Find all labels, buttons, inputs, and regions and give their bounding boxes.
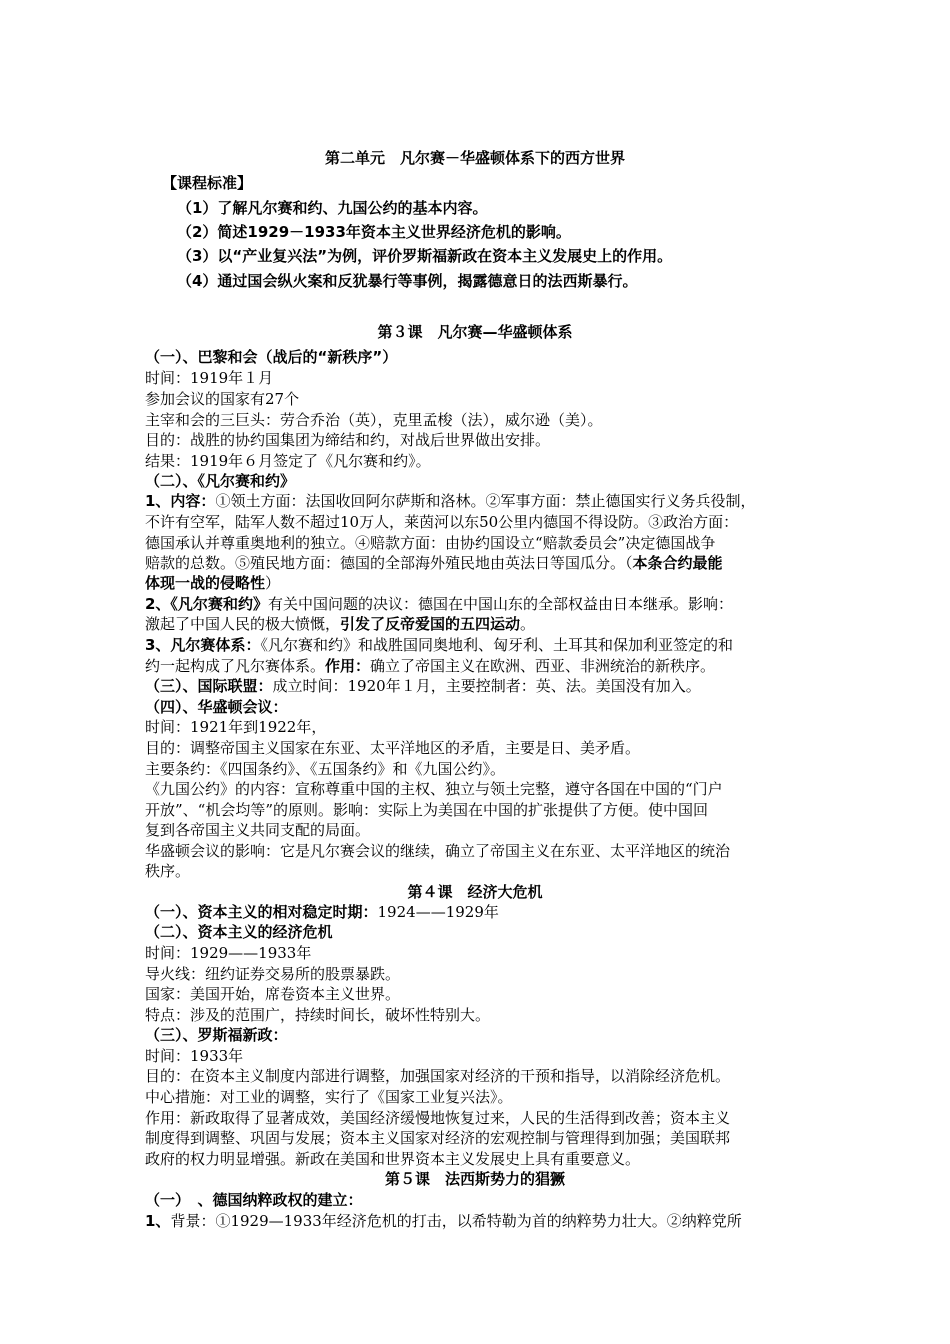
text-line: 导火线：纽约证券交易所的股票暴跌。 bbox=[145, 965, 401, 983]
lesson5-section1-heading: （一） 、德国纳粹政权的建立： bbox=[145, 1191, 363, 1209]
paragraph-line bbox=[145, 573, 810, 593]
text-span: 成立时间：1920年１月，主要控制者：英、法。美国没有加入。 bbox=[272, 677, 701, 695]
text-span: 确立了帝国主义在欧洲、西亚、非洲统治的新秩序。 bbox=[370, 657, 716, 675]
standard-item-2: （2）简述1929－1933年资本主义世界经济危机的影响。 bbox=[177, 223, 571, 241]
text-line: 国家：美国开始，席卷资本主义世界。 bbox=[145, 985, 401, 1003]
text-line: 目的：在资本主义制度内部进行调整，加强国家对经济的干预和指导，以消除经济危机。 bbox=[145, 1067, 731, 1085]
text-line: 时间：1919年１月 bbox=[145, 369, 274, 387]
text-span: 赔款的总数。⑤殖民地方面：德国的全部海外殖民地由英法日等国瓜分。（ bbox=[145, 554, 633, 572]
text-line: 《九国公约》的内容：宣称尊重中国的主权、独立与领土完整，遵守各国在中国的“门户 bbox=[145, 780, 723, 798]
text-span: 1924——1929年 bbox=[377, 903, 499, 921]
lesson3-section3-heading: （三）、国际联盟： bbox=[145, 677, 273, 695]
text-span: ①领土方面：法国收回阿尔萨斯和洛林。②军事方面：禁止德国实行义务兵役制， bbox=[215, 492, 756, 510]
text-span: 《凡尔赛和约》和战胜国同奥地利、匈牙利、土耳其和保加利亚签定的和 bbox=[260, 636, 733, 654]
lesson3-title: 第３课 凡尔赛—华盛顿体系 bbox=[377, 323, 573, 341]
bold-span: 作用： bbox=[325, 657, 371, 675]
text-line: 时间：1929——1933年 bbox=[145, 944, 312, 962]
paragraph-line bbox=[145, 491, 810, 511]
text-line: 德国承认并尊重奥地利的独立。④赔款方面：由协约国设立“赔款委员会”决定德国战争 bbox=[145, 534, 716, 552]
bold-span: 体现一战的侵略性 bbox=[145, 574, 266, 592]
lesson4-section2-heading: （二）、资本主义的经济危机 bbox=[145, 923, 333, 941]
paragraph-line bbox=[145, 656, 810, 676]
text-line: 华盛顿会议的影响：它是凡尔赛会议的继续，确立了帝国主义在东亚、太平洋地区的统治 bbox=[145, 842, 731, 860]
lesson4-section1-heading: （一）、资本主义的相对稳定时期： bbox=[145, 903, 378, 921]
lesson4-title: 第４课 经济大危机 bbox=[407, 883, 543, 901]
content-label: 1、内容： bbox=[145, 492, 216, 510]
paragraph-line bbox=[145, 676, 810, 696]
text-line: 秩序。 bbox=[145, 862, 191, 880]
text-line: 目的：调整帝国主义国家在东亚、太平洋地区的矛盾，主要是日、美矛盾。 bbox=[145, 739, 641, 757]
paragraph-line bbox=[145, 1211, 810, 1231]
text-line: 不许有空军，陆军人数不超过10万人，莱茵河以东50公里内德国不得设防。③政治方面： bbox=[145, 513, 739, 531]
lesson5-title: 第５课 法西斯势力的猖獗 bbox=[384, 1170, 565, 1188]
paragraph-line bbox=[145, 614, 810, 634]
text-line: 参加会议的国家有27个 bbox=[145, 390, 300, 408]
bold-span: 1、 bbox=[145, 1212, 171, 1230]
text-line: 政府的权力明显增强。新政在美国和世界资本主义发展史上具有重要意义。 bbox=[145, 1150, 641, 1168]
paragraph-line bbox=[145, 635, 810, 655]
text-line: 制度得到调整、巩固与发展；资本主义国家对经济的宏观控制与管理得到加强；美国联邦 bbox=[145, 1129, 731, 1147]
lesson3-section4-heading: （四）、华盛顿会议： bbox=[145, 698, 288, 716]
text-span: ） bbox=[265, 574, 281, 592]
lesson4-section3-heading: （三）、罗斯福新政： bbox=[145, 1026, 288, 1044]
text-span: 激起了中国人民的极大愤慨， bbox=[145, 615, 341, 633]
text-line: 时间：1933年 bbox=[145, 1047, 244, 1065]
bold-span: 本条合约最能 bbox=[632, 554, 723, 572]
lesson3-section2-heading: （二）、《凡尔赛和约》 bbox=[145, 472, 296, 490]
text-line: 主宰和会的三巨头：劳合乔治（英），克里孟梭（法），威尔逊（美）。 bbox=[145, 411, 603, 429]
text-span: 背景：①1929—1933年经济危机的打击，以希特勒为首的纳粹势力壮大。②纳粹党所 bbox=[170, 1212, 742, 1230]
text-line: 主要条约：《四国条约》、《五国条约》和《九国公约》。 bbox=[145, 760, 506, 778]
text-line: 时间：1921年到1922年， bbox=[145, 718, 327, 736]
text-span: 约一起构成了凡尔赛体系。 bbox=[145, 657, 326, 675]
text-line: 中心措施：对工业的调整，实行了《国家工业复兴法》。 bbox=[145, 1088, 513, 1106]
standard-item-1: （1）了解凡尔赛和约、九国公约的基本内容。 bbox=[177, 199, 488, 217]
lesson3-section1-heading: （一）、巴黎和会（战后的“新秩序”） bbox=[145, 348, 398, 366]
standard-item-3: （3）以“产业复兴法”为例，评价罗斯福新政在资本主义发展史上的作用。 bbox=[177, 247, 673, 265]
bold-span: 2、《凡尔赛和约》 bbox=[145, 595, 268, 613]
bold-span: 引发了反帝爱国的五四运动 bbox=[340, 615, 521, 633]
text-span: 。 bbox=[520, 615, 536, 633]
standard-item-4: （4）通过国会纵火案和反犹暴行等事例，揭露德意日的法西斯暴行。 bbox=[177, 272, 638, 290]
text-line: 特点：涉及的范围广，持续时间长，破坏性特别大。 bbox=[145, 1006, 491, 1024]
text-line: 复到各帝国主义共同支配的局面。 bbox=[145, 821, 371, 839]
text-line: 目的：战胜的协约国集团为缔结和约，对战后世界做出安排。 bbox=[145, 431, 551, 449]
bold-span: 3、凡尔赛体系： bbox=[145, 636, 261, 654]
paragraph-line bbox=[145, 553, 810, 573]
unit-title: 第二单元 凡尔赛－华盛顿体系下的西方世界 bbox=[324, 149, 625, 167]
standards-heading: 【课程标准】 bbox=[162, 174, 253, 192]
text-line: 开放”、“机会均等”的原则。影响：实际上为美国在中国的扩张提供了方便。使中国回 bbox=[145, 801, 709, 819]
paragraph-line bbox=[145, 594, 810, 614]
paragraph-line bbox=[145, 902, 810, 922]
text-line: 结果：1919年６月签定了《凡尔赛和约》。 bbox=[145, 452, 431, 470]
text-span: 有关中国问题的决议：德国在中国山东的全部权益由日本继承。影响： bbox=[267, 595, 733, 613]
text-line: 作用：新政取得了显著成效，美国经济缓慢地恢复过来，人民的生活得到改善；资本主义 bbox=[145, 1109, 731, 1127]
